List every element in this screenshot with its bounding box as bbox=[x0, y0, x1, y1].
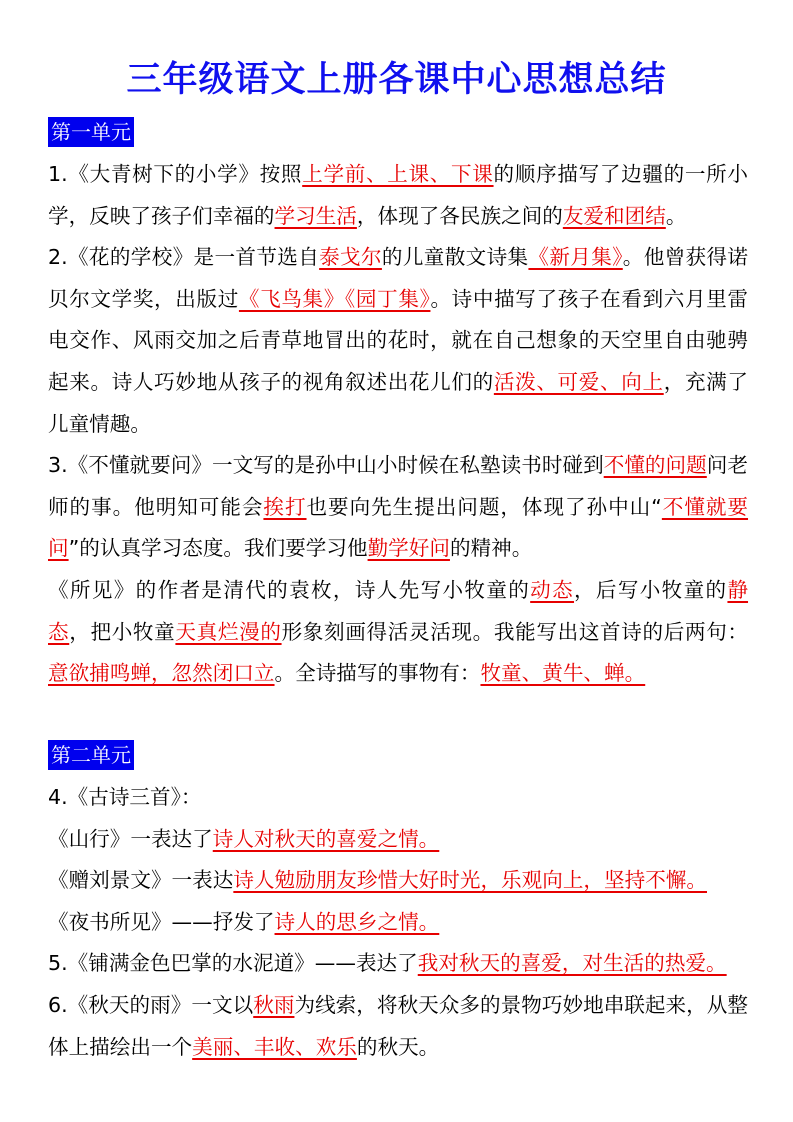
paragraph bbox=[48, 985, 748, 1068]
highlighted-answer: 秋雨 bbox=[253, 992, 295, 1017]
text-segment: ，把小牧童 bbox=[69, 619, 176, 644]
unit-1-content bbox=[48, 154, 748, 695]
paragraph bbox=[48, 570, 748, 695]
text-segment: 4.《古诗三首》： bbox=[48, 785, 202, 809]
text-segment: 的秋天。 bbox=[356, 1034, 440, 1059]
page-title: 三年级语文上册各课中心思想总结 bbox=[126, 60, 667, 100]
highlighted-answer: 动态 bbox=[530, 577, 575, 602]
highlighted-answer: 泰戈尔 bbox=[319, 245, 382, 270]
text-segment: ，体现了各民族之间的 bbox=[356, 203, 563, 228]
highlighted-answer: 诗人勉励朋友珍惜大好时光，乐观向上，坚持不懈。 bbox=[233, 868, 707, 893]
text-segment: 1.《大青树下的小学》按照 bbox=[48, 162, 303, 186]
highlighted-answer: 诗人的思乡之情。 bbox=[274, 909, 440, 934]
text-segment: 6.《秋天的雨》一文以 bbox=[48, 992, 254, 1017]
highlighted-answer: 不懂的问题 bbox=[603, 453, 707, 478]
text-segment: ，后写小牧童的 bbox=[574, 577, 728, 602]
text-segment: 。诗中描写了孩子在看到六月里雷电交作、风雨交加之后青草地冒出的花时，就在自己想象的天空里自由驰骋起来。诗人巧妙地从孩子的视角叙述出花儿们的 bbox=[48, 286, 749, 394]
unit-heading-1: 第一单元 bbox=[48, 117, 134, 147]
text-segment: 2.《花的学校》是一首节选自 bbox=[48, 245, 320, 270]
highlighted-answer: 学习生活 bbox=[274, 203, 357, 228]
text-segment: 的精神。 bbox=[449, 536, 533, 561]
text-segment: 5.《铺满金色巴掌的水泥道》——表达了 bbox=[48, 951, 418, 976]
text-segment: 3.《不懂就要问》一文写的是孙中山小时候在私塾读书时碰到 bbox=[48, 453, 604, 478]
text-segment: ，充满了儿童情趣。 bbox=[48, 369, 749, 436]
text-segment: 。 bbox=[665, 203, 687, 228]
text-segment: 为线索，将秋天众多的景物巧妙地串联起来，从整体上描绘出一个 bbox=[48, 992, 748, 1059]
paragraph bbox=[48, 902, 748, 944]
paragraph bbox=[48, 819, 748, 861]
highlighted-answer: 诗人对秋天的喜爱之情。 bbox=[212, 826, 440, 851]
highlighted-answer: 挨打 bbox=[263, 494, 307, 519]
highlighted-answer: 意欲捕鸣蝉，忽然闭口立 bbox=[48, 661, 275, 686]
highlighted-answer: 不懂就要问 bbox=[48, 494, 749, 561]
text-segment: 《夜书所见》——抒发了 bbox=[48, 909, 275, 934]
unit-2-content bbox=[48, 777, 748, 1068]
paragraph bbox=[48, 237, 748, 445]
highlighted-answer: 天真烂漫的 bbox=[175, 619, 282, 644]
text-segment: 《山行》一表达了 bbox=[48, 826, 213, 851]
highlighted-answer: 静态 bbox=[48, 577, 749, 644]
text-segment: 。全诗描写的事物有： bbox=[274, 661, 481, 686]
text-segment: 问老师的事。他明知可能会 bbox=[48, 453, 749, 519]
text-segment: 《所见》的作者是清代的袁枚，诗人先写小牧童的 bbox=[48, 577, 531, 602]
highlighted-answer: 友爱和团结 bbox=[562, 203, 666, 228]
highlighted-answer: 牧童、黄牛、蝉。 bbox=[480, 661, 646, 686]
text-segment: 的儿童散文诗集 bbox=[381, 245, 529, 270]
text-segment: 也要向先生提出问题，体现了孙中山“ bbox=[306, 494, 662, 519]
paragraph bbox=[48, 860, 748, 902]
highlighted-answer: 美丽、丰收、欢乐 bbox=[192, 1034, 357, 1059]
highlighted-answer: 上学前、上课、下课 bbox=[302, 162, 494, 186]
highlighted-answer: 《新月集》 bbox=[528, 245, 623, 270]
unit-heading-2: 第二单元 bbox=[48, 740, 134, 770]
text-segment: 的顺序描写了边疆的一所小学，反映了孩子们幸福的 bbox=[48, 162, 749, 228]
highlighted-answer: 活泼、可爱、向上 bbox=[493, 369, 664, 394]
paragraph bbox=[48, 943, 748, 985]
paragraph bbox=[48, 154, 748, 237]
text-segment: 《赠刘景文》一表达 bbox=[48, 868, 234, 893]
highlighted-answer: 勤学好问 bbox=[367, 536, 450, 561]
highlighted-answer: 我对秋天的喜爱，对生活的热爱。 bbox=[417, 951, 727, 976]
highlighted-answer: 《飞鸟集》《园丁集》 bbox=[238, 286, 431, 311]
text-segment: 形象刻画得活灵活现。我能写出这首诗的后两句： bbox=[281, 619, 749, 644]
paragraph bbox=[48, 445, 748, 570]
paragraph bbox=[48, 777, 748, 819]
text-segment: 。他曾获得诺贝尔文学奖，出版过 bbox=[48, 245, 749, 311]
text-segment: ”的认真学习态度。我们要学习他 bbox=[68, 536, 368, 561]
